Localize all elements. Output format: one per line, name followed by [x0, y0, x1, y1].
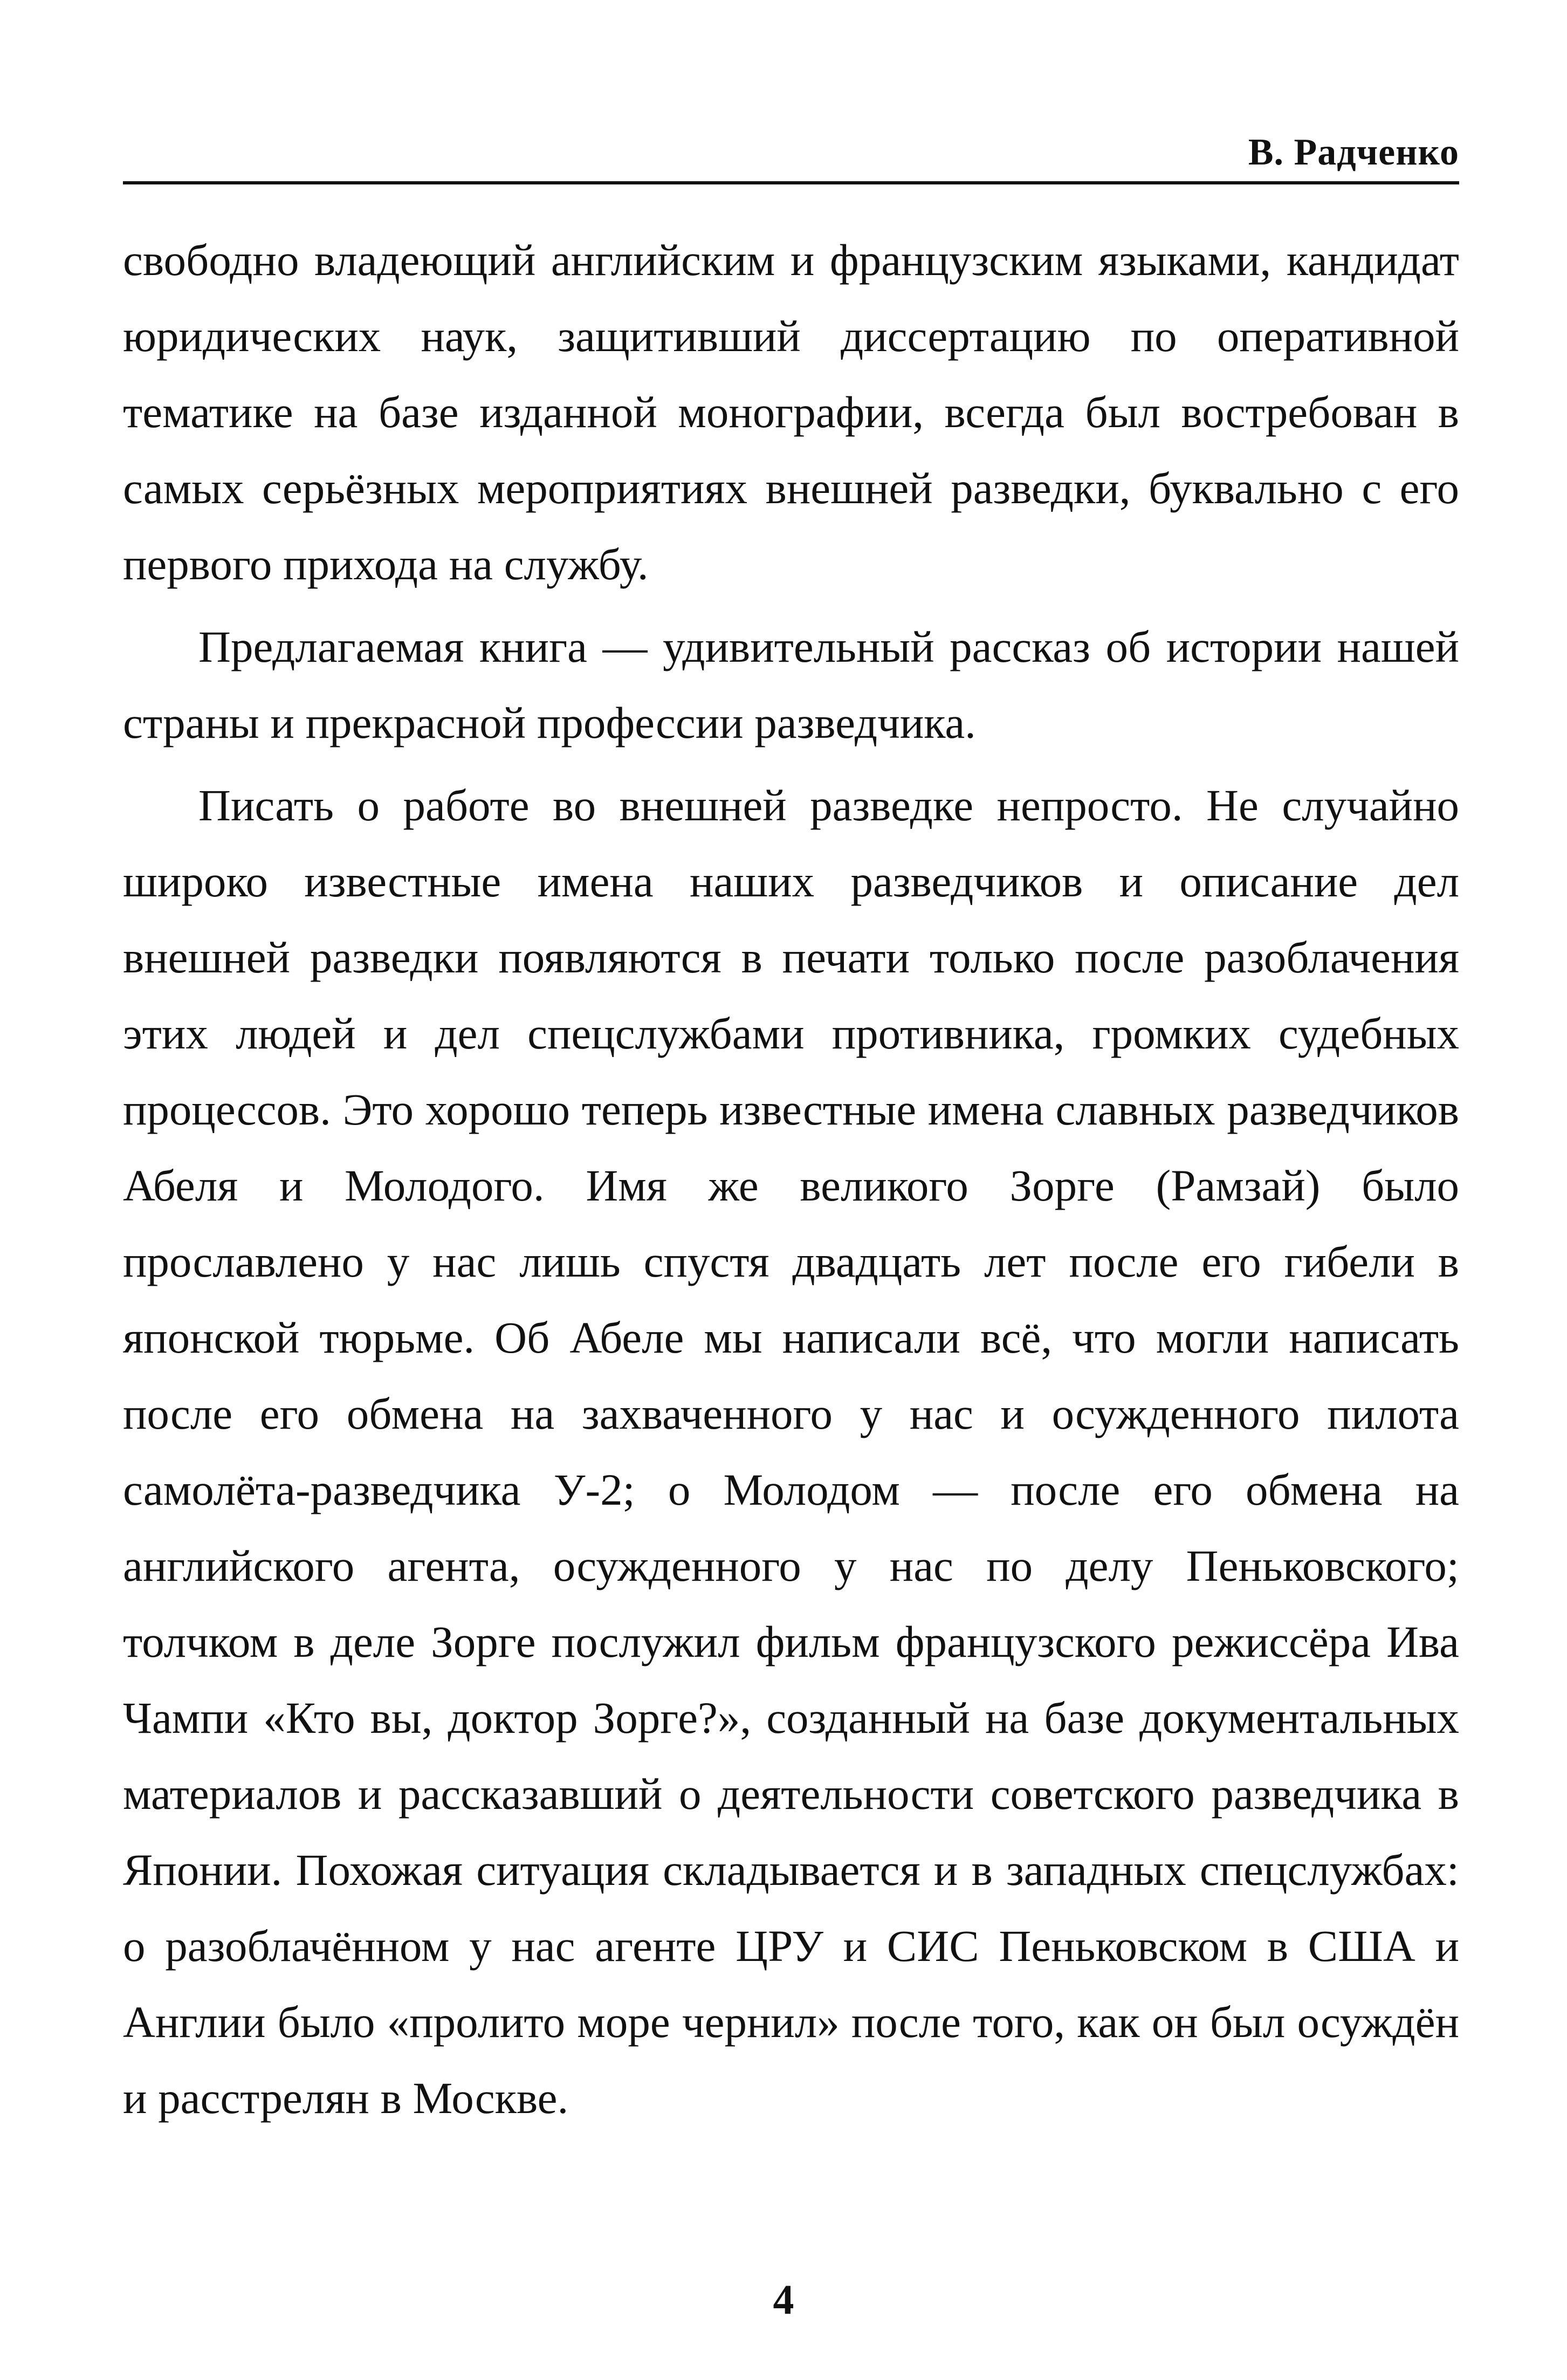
page-number: 4 — [773, 2276, 794, 2323]
running-header-author: В. Радченко — [1248, 132, 1459, 173]
running-header — [123, 113, 1459, 184]
body-text — [123, 222, 1459, 2136]
paragraph-intelligence-writing: Писать о работе во внешней разведке непросто. Не случайно широко известные имена наших разведчиков и описание дел внешней разведки появляются в печати только после разоблачения этих людей и дел спецслужбами противника, громких судебных процессов. Это хорошо теперь известные имена славных разведчиков Абеля и Молодого. Имя же великого Зорге (Рамзай) было прославлено у нас лишь спустя двадцать лет после его гибели в японской тюрьме. Об Абеле мы написали всё, что могли написать после его обмена на захваченного у нас и осужденного пилота самолёта-разведчика У-2; о Молодом — после его обмена на английского агента, осужденного у нас по делу Пеньковского; толчком в деле Зорге послужил фильм французского режиссёра Ива Чампи «Кто вы, доктор Зорге?», созданный на базе документальных материалов и рассказавший о деятельности советского разведчика в Японии. Похожая ситуация складывается и в западных спецслужбах: о разоблачённом у нас агенте ЦРУ и СИС Пеньковском в США и Англии было «пролито море чернил» после того, как он был осуждён и расстрелян в Москве. — [123, 780, 1459, 2123]
paragraph-book-description: Предлагаемая книга — удивительный рассказ об истории нашей страны и прекрасной профессии разведчика. — [123, 622, 1459, 747]
paragraph-continuation: свободно владеющий английским и французским языками, кандидат юридических наук, защитивший диссертацию по оперативной тематике на базе изданной монографии, всегда был востребован в самых серьёзных мероприятиях внешней разведки, буквально с его первого прихода на службу. — [123, 235, 1459, 589]
